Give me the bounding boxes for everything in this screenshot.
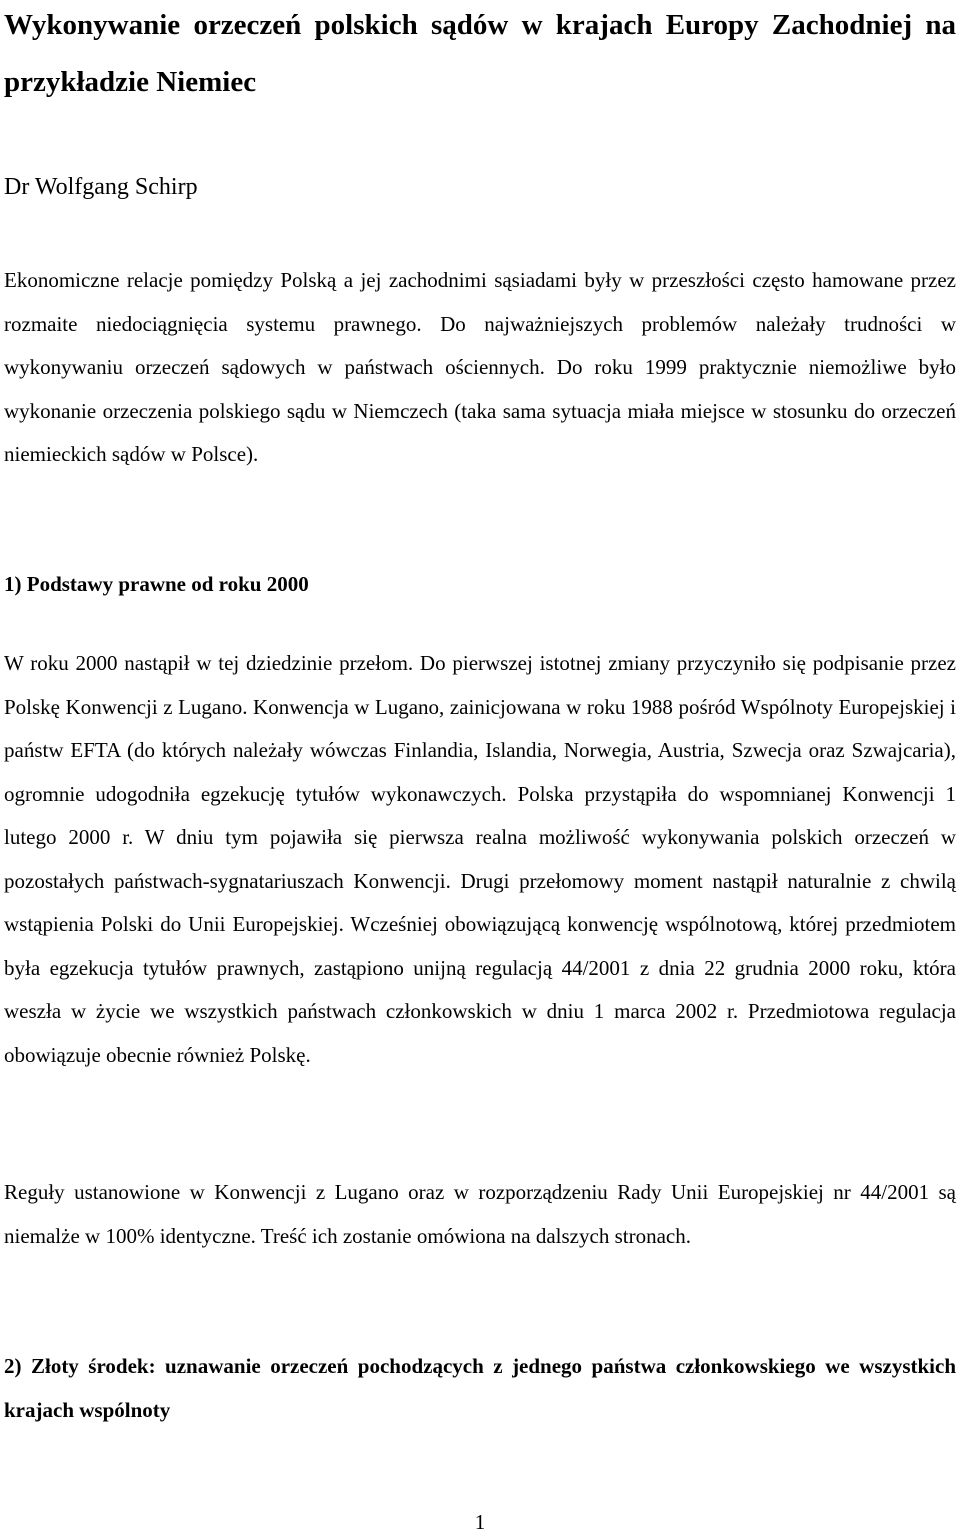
section-1-heading: 1) Podstawy prawne od roku 2000 (4, 572, 309, 596)
intro-paragraph: Ekonomiczne relacje pomiędzy Polską a jej zachodnimi sąsiadami były w przeszłości często hamowane przez rozmaite niedociągnięcia systemu prawnego. Do najważniejszych problemów należały trudności w wykonywaniu orzeczeń sądowych w państwach ościennych. Do roku 1999 praktycznie niemożliwe było wykonanie orzeczenia polskiego sądu w Niemczech (taka sama sytuacja miała miejsce w stosunku do orzeczeń niemieckich sądów w Polsce). (4, 268, 956, 466)
document-page (4, 0, 956, 1537)
page-number: 1 (474, 1510, 486, 1534)
section-2-heading: 2) Złoty środek: uznawanie orzeczeń pochodzących z jednego państwa członkowskiego we wszystkich krajach wspólnoty (4, 1354, 956, 1422)
section-1-paragraph-2: Reguły ustanowione w Konwencji z Lugano oraz w rozporządzeniu Rady Unii Europejskiej nr 44/2001 są niemalże w 100% identyczne. Treść ich zostanie omówiona na dalszych stronach. (4, 1180, 956, 1248)
section-1-paragraph-1: W roku 2000 nastąpił w tej dziedzinie przełom. Do pierwszej istotnej zmiany przyczyniło się podpisanie przez Polskę Konwencji z Lugano. Konwencja w Lugano, zainicjowana w roku 1988 pośród Wspólnoty Europejskiej i państw EFTA (do których należały wówczas Finlandia, Islandia, Norwegia, Austria, Szwecja oraz Szwajcaria), ogromnie udogodniła egzekucję tytułów wykonawczych. Polska przystąpiła do wspomnianej Konwencji 1 lutego 2000 r. W dniu tym pojawiła się pierwsza realna możliwość wykonywania polskich orzeczeń w pozostałych państwach-sygnatariuszach Konwencji. Drugi przełomowy moment nastąpił naturalnie z chwilą wstąpienia Polski do Unii Europejskiej. Wcześniej obowiązującą konwencję wspólnotową, której przedmiotem była egzekucja tytułów prawnych, zastąpiono unijną regulacją 44/2001 z dnia 22 grudnia 2000 roku, która weszła w życie we wszystkich państwach członkowskich w dniu 1 marca 2002 r. Przedmiotowa regulacja obowiązuje obecnie również Polskę. (4, 651, 956, 1067)
author-name: Dr Wolfgang Schirp (4, 174, 198, 200)
document-title: Wykonywanie orzeczeń polskich sądów w krajach Europy Zachodniej na przykładzie Niemiec (4, 9, 956, 98)
